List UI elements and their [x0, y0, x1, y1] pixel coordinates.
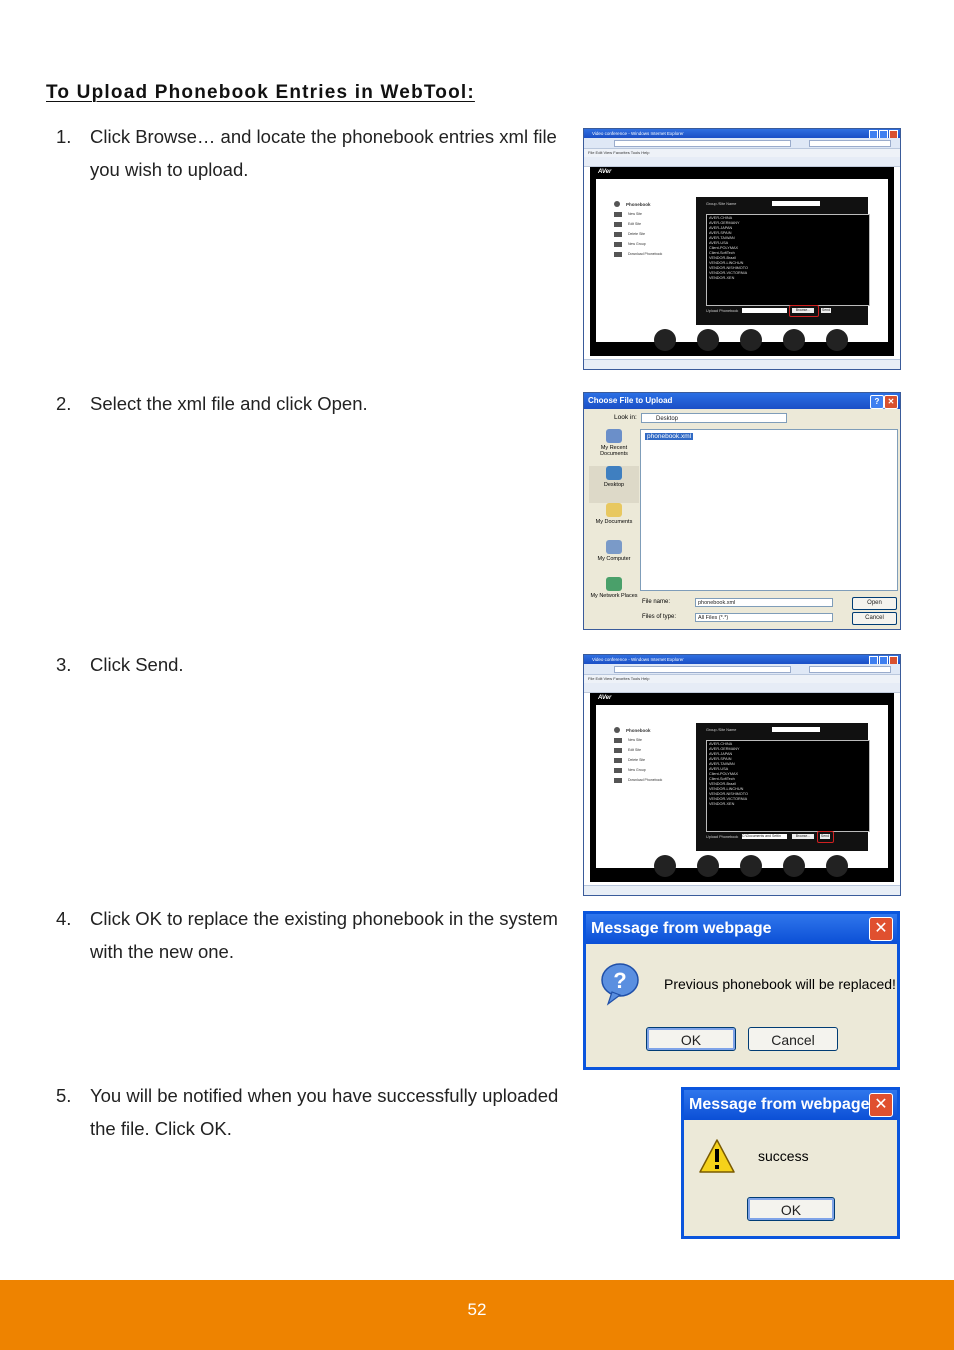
my-documents-icon [606, 503, 622, 517]
place-network[interactable]: My Network Places [589, 577, 639, 614]
page-number: 52 [467, 1300, 487, 1319]
cam-control-icon[interactable] [654, 329, 676, 351]
ok-button[interactable]: OK [646, 1027, 736, 1051]
upload-path-input[interactable]: C:\Documents and Settin [742, 834, 787, 839]
file-dialog-title-bar [584, 393, 900, 409]
file-type-select[interactable]: All Files (*.*) [695, 613, 833, 622]
address-bar[interactable] [584, 138, 900, 149]
address-bar[interactable] [584, 664, 900, 675]
sidebar-new-group[interactable]: New Group [614, 239, 662, 249]
step-number: 2. [56, 393, 72, 414]
help-icon[interactable]: ? [870, 395, 884, 409]
desktop-icon [606, 466, 622, 480]
cancel-button[interactable]: Cancel [748, 1027, 838, 1051]
place-computer[interactable]: My Computer [589, 540, 639, 577]
phonebook-dialog [696, 197, 868, 325]
confirm-message: Previous phonebook will be replaced! [664, 976, 896, 992]
step-number: 5. [56, 1085, 72, 1106]
send-button[interactable]: Send [820, 834, 830, 838]
bottom-nav [654, 329, 848, 351]
my-computer-icon [606, 540, 622, 554]
sidebar-edit-site[interactable]: Edit Site [614, 219, 662, 229]
step-text: Click Browse… and locate the phonebook entries xml file you wish to upload. [90, 126, 557, 180]
list-header: Group /Site Name [706, 202, 737, 206]
sidebar-new-site[interactable]: New Site [614, 735, 662, 745]
step-text: Select the xml file and click Open. [90, 393, 368, 414]
browse-button[interactable]: Browse... [792, 308, 814, 313]
cam-control-icon[interactable] [654, 855, 676, 877]
phonebook-list[interactable]: AVER-CHINA AVER-GERMANY AVER-JAPAN AVER-SPAIN AVER-TAIWAN AVER-USA Client-POLYMAX Client-SoftTech VENDOR-Brazil VENDOR-LINCHUN VENDOR-NISHIMOTO VENDOR-VICTORNIA VENDOR-XEN [706, 740, 870, 832]
step-text: You will be notified when you have successfully uploaded the file. Click OK. [90, 1085, 559, 1139]
sidebar-new-group[interactable]: New Group [614, 765, 662, 775]
sidebar-phonebook: Phonebook [614, 725, 662, 735]
contact-icon[interactable] [826, 329, 848, 351]
place-desktop[interactable]: Desktop [589, 466, 639, 503]
sidebar-download-phonebook[interactable]: Download Phonebook [614, 249, 662, 259]
place-recent[interactable]: My Recent Documents [589, 429, 639, 466]
file-list[interactable] [640, 429, 898, 591]
upload-label: Upload Phonebook [706, 309, 739, 313]
sidebar-download-phonebook[interactable]: Download Phonebook [614, 775, 662, 785]
close-icon[interactable]: ✕ [869, 1093, 893, 1117]
browser-menu: File Edit View Favorites Tools Help [584, 149, 900, 157]
network-places-icon [606, 577, 622, 591]
phonebook-icon[interactable] [697, 855, 719, 877]
page-footer [0, 1280, 954, 1350]
confirm-title-bar [586, 914, 897, 944]
places-bar [589, 429, 639, 625]
recent-documents-icon [606, 429, 622, 443]
browser-title-bar [584, 129, 900, 138]
aver-logo: AVer [598, 169, 612, 175]
browse-button[interactable]: Browse... [792, 834, 814, 839]
svg-text:?: ? [613, 968, 627, 993]
sidebar-edit-site[interactable]: Edit Site [614, 745, 662, 755]
sidebar-new-site[interactable]: New Site [614, 209, 662, 219]
file-type-label: Files of type: [642, 614, 677, 620]
sidebar-delete-site[interactable]: Delete Site [614, 229, 662, 239]
place-documents[interactable]: My Documents [589, 503, 639, 540]
status-bar [584, 359, 900, 369]
favorites-bar [584, 683, 900, 693]
question-icon [600, 962, 640, 1006]
step-text: Click OK to replace the existing phonebook in the system with the new one. [90, 908, 558, 962]
cancel-button[interactable]: Cancel [852, 612, 897, 625]
file-dialog-title: Choose File to Upload [588, 396, 673, 405]
file-item-phonebook[interactable]: phonebook.xml [647, 433, 692, 440]
ok-button[interactable]: OK [747, 1197, 835, 1221]
upload-path-input[interactable] [742, 308, 787, 313]
list-header: Group /Site Name [706, 728, 737, 732]
file-dialog-screenshot [583, 392, 901, 630]
call-history-icon[interactable] [740, 855, 762, 877]
browser-title-bar [584, 655, 900, 664]
aver-logo: AVer [598, 695, 612, 701]
browser-title: Video conference - Windows Internet Explorer [592, 131, 684, 136]
phonebook-icon[interactable] [697, 329, 719, 351]
browser-title: Video conference - Windows Internet Explorer [592, 657, 684, 662]
bottom-nav [654, 855, 848, 877]
send-button[interactable]: Send [821, 308, 831, 312]
web-page [590, 693, 894, 882]
success-title-bar [684, 1090, 897, 1120]
success-title: Message from webpage [689, 1096, 870, 1113]
close-icon[interactable]: ✕ [869, 917, 893, 941]
sidebar-phonebook: Phonebook [614, 199, 662, 209]
phonebook-dialog [696, 723, 868, 851]
web-page [590, 167, 894, 356]
step-number: 4. [56, 908, 72, 929]
contact-icon[interactable] [826, 855, 848, 877]
confirm-title: Message from webpage [591, 920, 772, 937]
section-heading: To Upload Phonebook Entries in WebTool: [46, 82, 475, 103]
browser-screenshot-send [583, 654, 901, 896]
sidebar [614, 199, 662, 259]
look-in-label: Look in: [614, 414, 637, 421]
confirm-dialog [583, 911, 900, 1070]
warning-icon [698, 1138, 736, 1174]
call-history-icon[interactable] [740, 329, 762, 351]
file-name-input[interactable]: phonebook.xml [695, 598, 833, 607]
sidebar [614, 725, 662, 785]
close-icon[interactable]: ✕ [884, 395, 898, 409]
browser-menu: File Edit View Favorites Tools Help [584, 675, 900, 683]
success-dialog [681, 1087, 900, 1239]
step-number: 1. [56, 126, 72, 147]
file-name-label: File name: [642, 599, 671, 605]
content-panel [596, 705, 888, 868]
browser-screenshot-browse [583, 128, 901, 370]
look-in-combo[interactable]: Desktop [641, 413, 787, 423]
upload-label: Upload Phonebook [706, 835, 739, 839]
favorites-bar [584, 157, 900, 167]
setting-icon[interactable] [783, 329, 805, 351]
setting-icon[interactable] [783, 855, 805, 877]
success-message: success [758, 1148, 809, 1164]
sidebar-delete-site[interactable]: Delete Site [614, 755, 662, 765]
step-text: Click Send. [90, 654, 184, 675]
content-panel [596, 179, 888, 342]
phonebook-list[interactable]: AVER-CHINA AVER-GERMANY AVER-JAPAN AVER-SPAIN AVER-TAIWAN AVER-USA Client-POLYMAX Client-SoftTech VENDOR-Brazil VENDOR-LINCHUN VENDOR-NISHIMOTO VENDOR-VICTORNIA VENDOR-XEN [706, 214, 870, 306]
status-bar [584, 885, 900, 895]
step-number: 3. [56, 654, 72, 675]
open-button[interactable]: Open [852, 597, 897, 610]
